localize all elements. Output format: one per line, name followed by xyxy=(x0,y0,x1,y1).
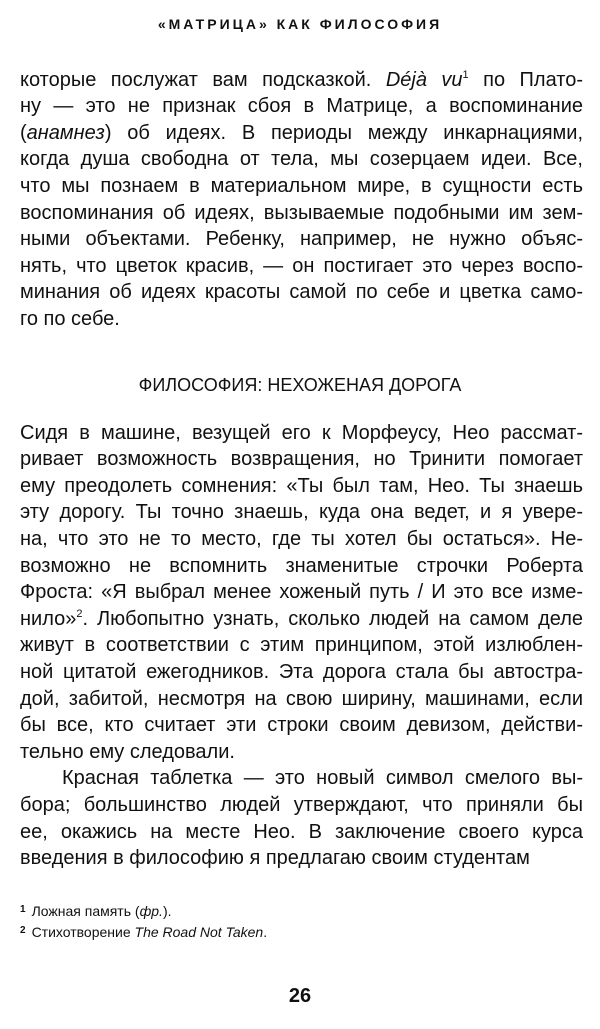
text-run: ( xyxy=(20,121,27,144)
text-line xyxy=(20,120,583,147)
text-line xyxy=(20,739,583,766)
text-line xyxy=(20,200,583,227)
text-run: Сидя в машине, везущей его к Морфеусу, Нео рассмат- xyxy=(20,421,583,444)
footnote-number: 2 xyxy=(20,925,26,936)
text-run: по Плато- xyxy=(468,68,584,91)
text-run: ему преодолеть сомнения: «Ты был там, Нео. Ты знаешь xyxy=(20,474,583,497)
text-run: ). xyxy=(162,903,172,919)
body-text-section-1 xyxy=(20,67,583,333)
text-run: тельно ему следовали. xyxy=(20,740,235,763)
text-line xyxy=(20,792,583,819)
text-line xyxy=(20,279,583,306)
text-line xyxy=(20,93,583,120)
text-run: бы все, кто считает эти строки своим девизом, действи- xyxy=(20,714,583,737)
text-line xyxy=(20,686,583,713)
text-line xyxy=(20,306,583,333)
text-line xyxy=(20,845,583,872)
text-line xyxy=(20,173,583,200)
text-run: ее, окажись на месте Нео. В заключение своего курса xyxy=(20,820,583,843)
text-run: нило» xyxy=(20,607,77,630)
text-run: Фроста: «Я выбрал менее хоженый путь / И это все изме- xyxy=(20,581,583,604)
text-line xyxy=(20,146,583,173)
text-line xyxy=(20,712,583,739)
text-run: дой, забитой, несмотря на свою ширину, машинами, если xyxy=(20,687,583,710)
text-line xyxy=(20,765,583,792)
text-line xyxy=(20,526,583,553)
text-run: ривает возможность возвращения, но Тринити помогает xyxy=(20,448,583,471)
text-run: Красная таблетка — это новый символ смелого вы- xyxy=(62,767,583,790)
running-head: «МАТРИЦА» КАК ФИЛОСОФИЯ xyxy=(157,16,443,32)
text-run: нять, что цветок красив, — он постигает это через воспо- xyxy=(20,254,583,277)
text-line xyxy=(20,420,583,447)
text-run: Ложная память ( xyxy=(31,903,140,919)
italic-text: Déjà vu xyxy=(385,68,463,91)
text-run: . xyxy=(263,924,268,940)
section-heading: ФИЛОСОФИЯ: НЕХОЖЕНАЯ ДОРОГА xyxy=(138,375,462,395)
text-line xyxy=(20,446,583,473)
text-run: возможно не вспомнить знаменитые строчки Роберта xyxy=(20,554,583,577)
text-run: ну — это не признак сбоя в Матрице, а воспоминание xyxy=(20,95,583,118)
text-run: ) об идеях. В периоды между инкарнациями, xyxy=(104,121,583,144)
italic-text: The Road Not Taken xyxy=(134,924,264,940)
footnote-ref: 1 xyxy=(462,68,469,81)
text-line xyxy=(20,67,583,94)
text-run: воспоминания об идеях, вызываемые подобными им зем- xyxy=(20,201,583,224)
text-run: ными объектами. Ребенку, например, не нужно объяс- xyxy=(20,228,583,251)
text-run: . Любопытно узнать, сколько людей на самом деле xyxy=(82,607,583,630)
page-number: 26 xyxy=(288,985,312,1007)
text-run: когда душа свободна от тела, мы созерцаем идеи. Все, xyxy=(20,148,583,171)
text-line xyxy=(20,632,583,659)
text-line xyxy=(20,226,583,253)
text-line xyxy=(20,473,583,500)
text-run: го по себе. xyxy=(20,308,120,331)
text-line xyxy=(20,553,583,580)
body-text-section-2 xyxy=(20,420,583,872)
text-line xyxy=(20,659,583,686)
text-line xyxy=(20,606,583,633)
text-run: Стихотворение xyxy=(31,924,135,940)
text-run: которые послужат вам подсказкой. xyxy=(20,68,386,91)
text-run: живут в соответствии с этим принципом, этой излюблен- xyxy=(20,634,583,657)
footnote xyxy=(20,921,267,942)
italic-text: фр. xyxy=(139,903,163,919)
text-run: что мы познаем в материальном мире, в сущности есть xyxy=(20,175,583,198)
text-line xyxy=(20,253,583,280)
footnotes xyxy=(20,900,267,942)
footnote-number: 1 xyxy=(20,904,26,915)
text-run: бора; большинство людей утверждают, что приняли бы xyxy=(20,794,583,816)
footnote-ref: 2 xyxy=(76,607,83,620)
text-line xyxy=(20,579,583,606)
text-run: ной цитатой ежегодников. Эта дорога стала бы автостра- xyxy=(20,661,583,684)
text-run: введения в философию я предлагаю своим студентам xyxy=(20,847,530,870)
text-line xyxy=(20,819,583,846)
text-run: эту дорогу. Ты точно знаешь, куда она ведет, и я увере- xyxy=(20,501,583,524)
footnote xyxy=(20,900,267,921)
text-line xyxy=(20,499,583,526)
text-run: минания об идеях красоты самой по себе и цветка само- xyxy=(20,281,583,304)
italic-text: анамнез xyxy=(26,121,105,144)
text-run: на, что это не то место, где ты хотел бы остаться». Не- xyxy=(20,528,583,551)
